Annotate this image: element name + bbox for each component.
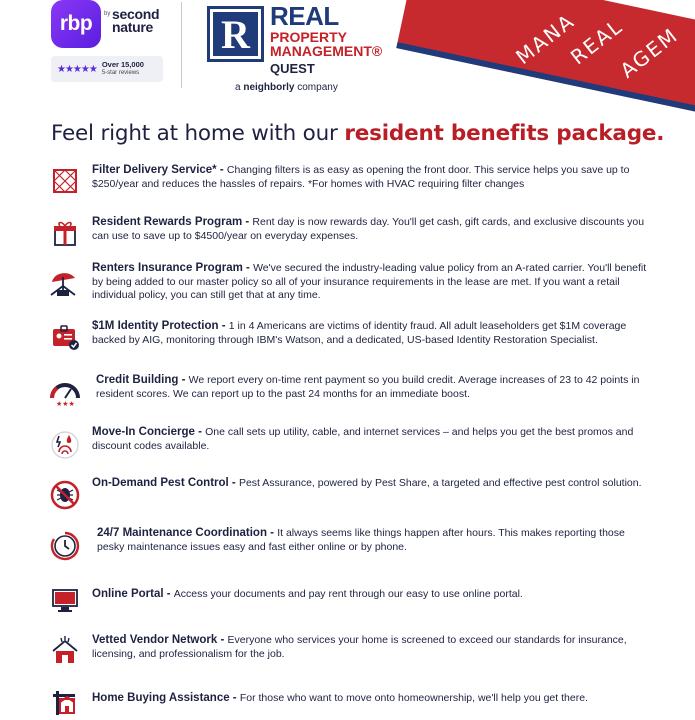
benefit-body: Changing filters is as easy as opening the front door. This service helps you save up to $250/year and reduces the hassles of repairs. *For homes with HVAC requiring filter changes <box>92 164 630 190</box>
page-headline <box>51 121 664 146</box>
headline-accent: resident benefits package. <box>344 121 665 146</box>
banner-word-2: REAL <box>565 13 628 70</box>
rpm-property-management-text: PROPERTY MANAGEMENT® <box>270 29 383 59</box>
benefit-body: 1 in 4 Americans are victims of identity fraud. All adult leaseholders get $1M coverage backed by AIG, monitoring through IBM's Watson, and a dedicated, US-based Identity Restoration Specialist. <box>92 320 627 346</box>
credit-gauge-icon <box>48 376 82 410</box>
benefit-title: 24/7 Maintenance Coordination - <box>97 527 278 539</box>
reviews-badge <box>51 56 163 82</box>
benefit-text <box>92 262 650 303</box>
umbrella-house-icon <box>48 266 82 300</box>
rpm-logo-mark <box>207 6 264 62</box>
benefit-text <box>92 320 650 347</box>
benefit-body: Access your documents and pay rent through our easy to use online portal. <box>173 588 523 600</box>
headline-lead: Feel right at home with our <box>51 121 345 146</box>
benefit-title: On-Demand Pest Control - <box>92 477 239 489</box>
benefit-title: Resident Rewards Program - <box>92 216 253 228</box>
benefit-title: Home Buying Assistance - <box>92 692 240 704</box>
benefit-body: For those who want to move onto homeownership, we'll help you get there. <box>239 692 588 704</box>
benefit-body: One call sets up utility, cable, and internet services – and helps you get the best promos and discount codes available. <box>92 426 634 452</box>
clock-icon <box>48 529 82 563</box>
svg-text:★★★: ★★★ <box>56 400 75 408</box>
filter-icon <box>48 164 82 198</box>
reviews-count: Over 15,000 <box>101 60 144 69</box>
monitor-portal-icon <box>48 584 82 618</box>
corner-banner <box>396 0 695 123</box>
benefit-text <box>92 164 650 191</box>
benefit-text <box>92 426 650 453</box>
rbp-by-label: by <box>104 11 111 17</box>
benefit-text <box>97 527 650 554</box>
benefit-body: Pest Assurance, powered by Pest Share, a targeted and effective pest control solution. <box>238 477 642 489</box>
benefit-body: We've secured the industry-leading value policy from an A-rated carrier. You'll benefit by being added to our master policy so all of your insurance requirements in the lease are met. If you want a retail individual policy, you can still get that at any time. <box>92 262 647 301</box>
no-pests-icon <box>48 478 82 512</box>
benefit-text <box>92 588 650 602</box>
second-nature-line1: second <box>112 6 160 22</box>
benefit-text <box>92 216 650 243</box>
reviews-text <box>102 61 144 77</box>
neighborly-tagline <box>235 82 338 93</box>
neighborly-brand: neighborly <box>243 82 295 93</box>
benefit-title: Vetted Vendor Network - <box>92 634 228 646</box>
second-nature-line2: nature <box>112 19 153 35</box>
rpm-real-text: REAL <box>270 1 339 31</box>
second-nature-brand <box>112 8 159 34</box>
benefit-title: $1M Identity Protection - <box>92 320 229 332</box>
home-key-icon <box>48 686 82 720</box>
banner-word-3: AGEM <box>615 22 683 83</box>
benefit-text <box>96 374 650 401</box>
benefit-body: Everyone who services your home is screened to exceed our standards for insurance, licensing, and professionalism for the job. <box>92 634 627 660</box>
benefit-body: It always seems like things happen after hours. This makes reporting those pesky maintenance issues easy and fast either online or by phone. <box>97 527 625 553</box>
rpm-quest-text: QUEST <box>270 61 315 76</box>
benefit-text <box>92 477 650 491</box>
rbp-logo: rbp <box>51 0 101 48</box>
benefit-title: Filter Delivery Service* - <box>92 164 227 176</box>
neighborly-prefix: a <box>235 82 241 93</box>
benefit-title: Renters Insurance Program - <box>92 262 254 274</box>
benefit-title: Credit Building - <box>96 374 189 386</box>
benefit-body: Rent day is now rewards day. You'll get cash, gift cards, and exclusive discounts you can use to save up to $4500/year on everyday expenses. <box>92 216 645 242</box>
vendor-house-icon <box>48 634 82 668</box>
reviews-label: 5-star reviews <box>101 70 140 76</box>
benefit-text <box>92 692 650 706</box>
benefit-text <box>92 634 650 661</box>
five-star-icon: ★★★★★ <box>57 63 97 75</box>
id-card-icon <box>48 320 82 354</box>
benefit-body: We report every on-time rent payment so you build credit. Average increases of 23 to 42 points in resident scores. We can report up to the past 24 months for an immediate boost. <box>96 374 640 400</box>
benefit-title: Online Portal - <box>92 588 174 600</box>
header-divider <box>181 2 182 88</box>
neighborly-suffix: company <box>297 82 338 93</box>
benefit-title: Move-In Concierge - <box>92 426 206 438</box>
banner-word-1: MANA <box>511 8 580 70</box>
rpm-logo-letter: R <box>210 9 261 59</box>
utilities-icon <box>48 428 82 462</box>
gift-icon <box>48 216 82 250</box>
